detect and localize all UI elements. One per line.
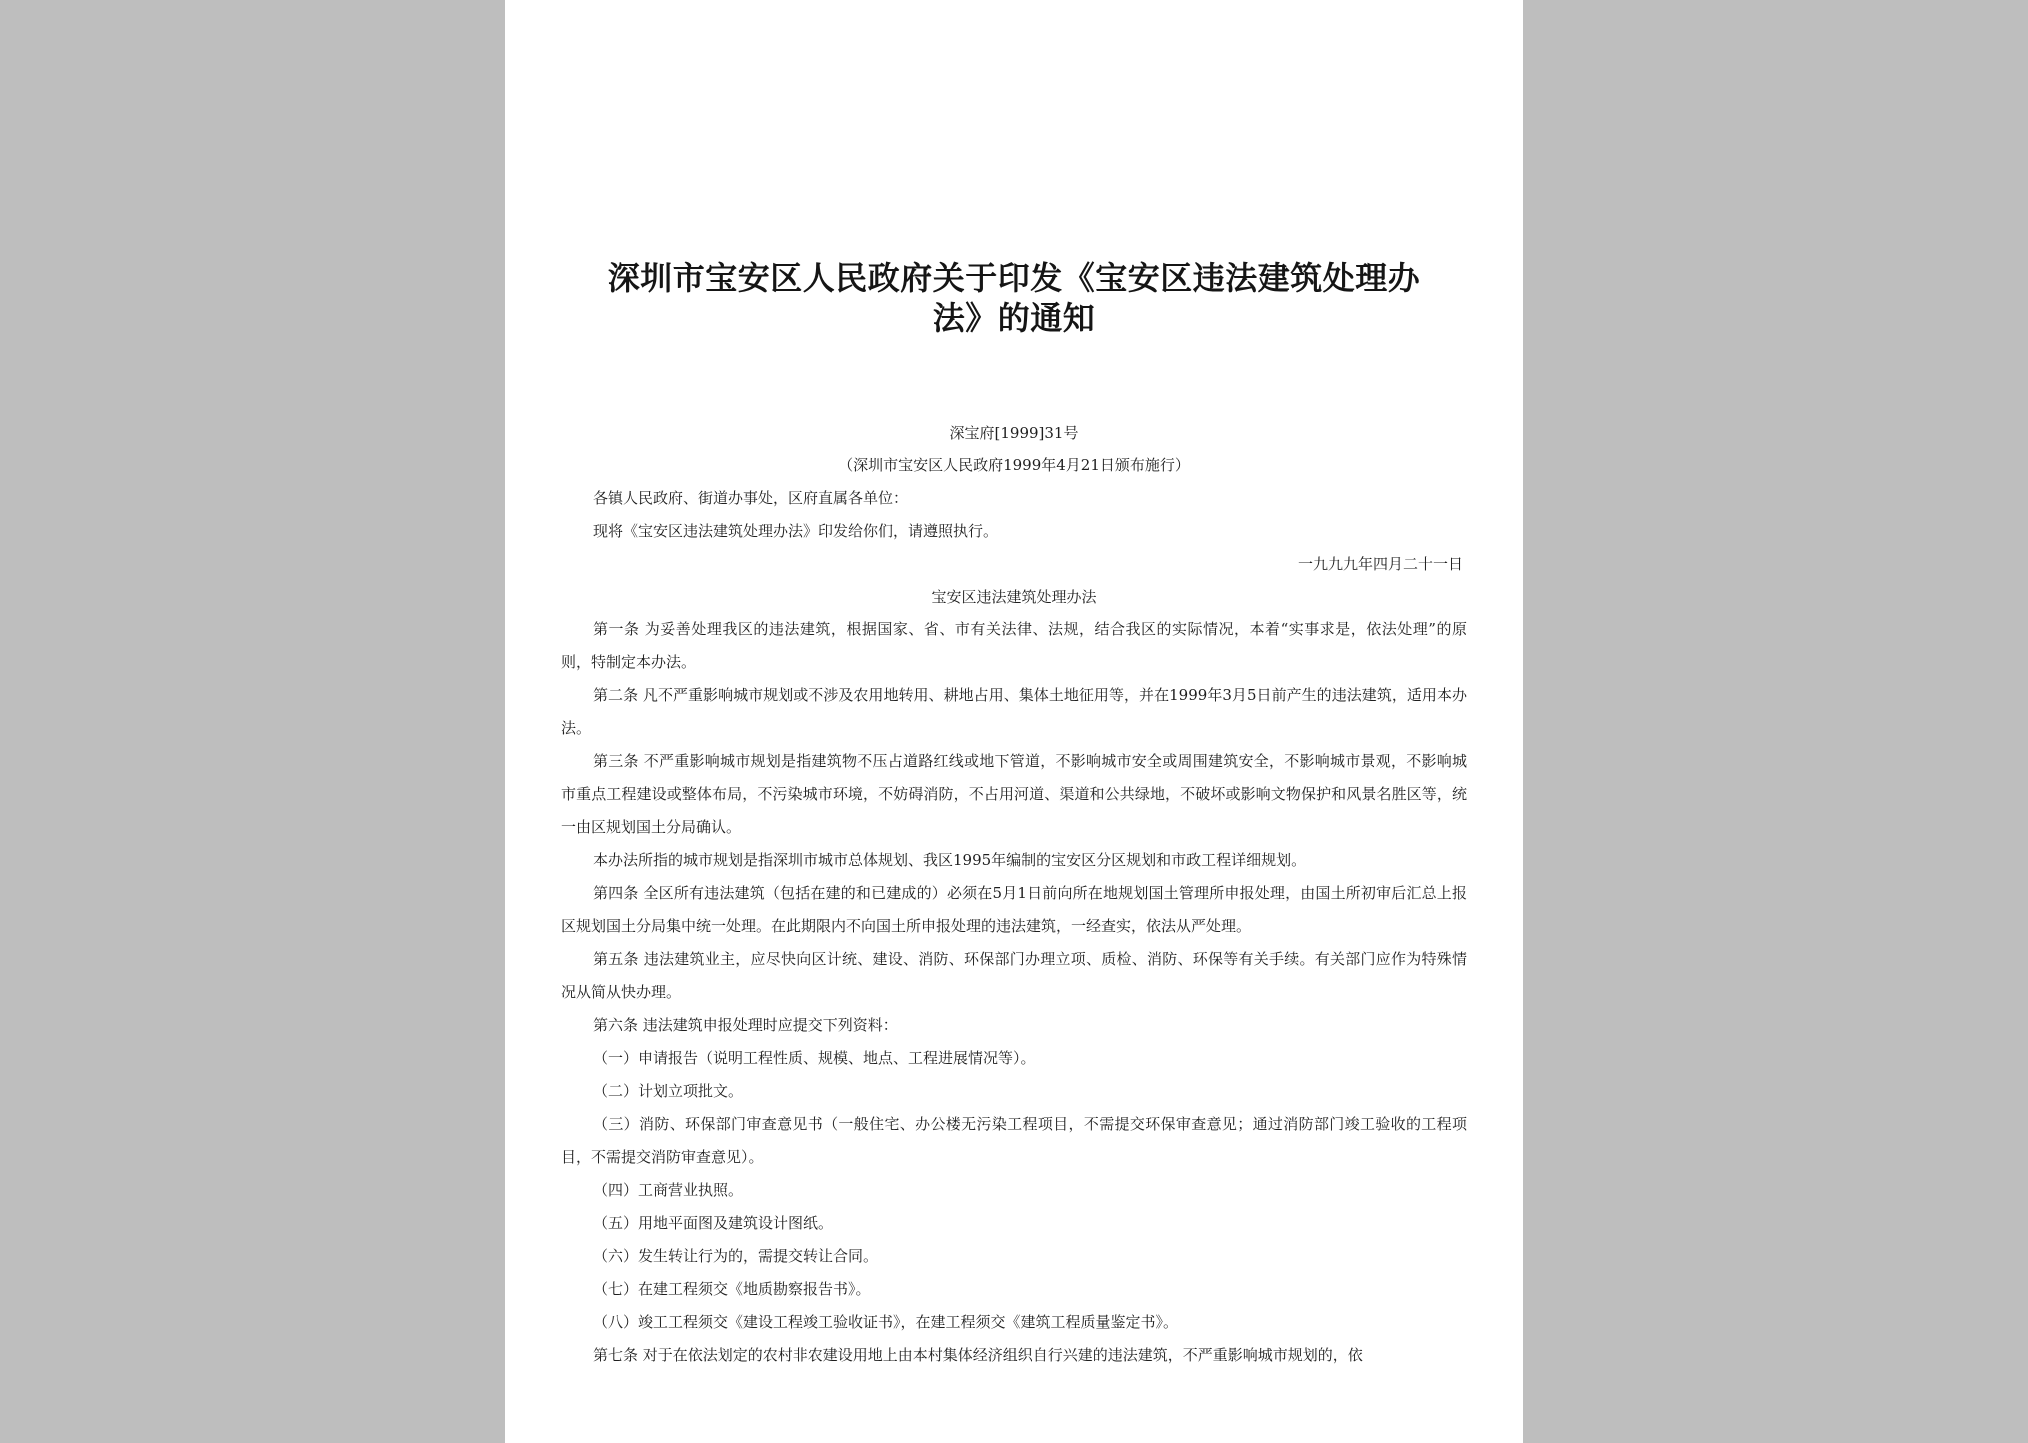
material-item-8: （八）竣工工程须交《建设工程竣工验收证书》，在建工程须交《建筑工程质量鉴定书》。 [593, 1313, 1179, 1331]
material-item-6: （六）发生转让行为的，需提交转让合同。 [593, 1247, 879, 1265]
issue-date: 一九九九年四月二十一日 [1297, 555, 1463, 573]
material-item-5: （五）用地平面图及建筑设计图纸。 [593, 1214, 834, 1232]
regulation-subtitle: 宝安区违法建筑处理办法 [931, 588, 1097, 606]
article-1: 第一条 为妥善处理我区的违法建筑，根据国家、省、市有关法律、法规，结合我区的实际情况，本着“实事求是，依法处理”的原则，特制定本办法。 [561, 620, 1467, 671]
article-6: 第六条 违法建筑申报处理时应提交下列资料： [593, 1016, 898, 1034]
article-7-start: 第七条 对于在依法划定的农村非农建设用地上由本村集体经济组织自行兴建的违法建筑，不严重影响城市规划的，依 [593, 1346, 1363, 1364]
article-4: 第四条 全区所有违法建筑（包括在建的和已建成的）必须在5月1日前向所在地规划国土管理所申报处理，由国土所初审后汇总上报区规划国土分局集中统一处理。在此期限内不向国土所申报处理的违法建筑，一经查实，依法从严处理。 [561, 884, 1467, 935]
material-item-3: （三）消防、环保部门审查意见书（一般住宅、办公楼无污染工程项目，不需提交环保审查意见；通过消防部门竣工验收的工程项目，不需提交消防审查意见）。 [561, 1115, 1467, 1166]
addressee: 各镇人民政府、街道办事处，区府直属各单位： [593, 489, 909, 507]
material-item-1: （一）申请报告（说明工程性质、规模、地点、工程进展情况等）。 [593, 1049, 1036, 1067]
article-5: 第五条 违法建筑业主，应尽快向区计统、建设、消防、环保部门办理立项、质检、消防、环保等有关手续。有关部门应作为特殊情况从简从快办理。 [561, 950, 1467, 1001]
article-3: 第三条 不严重影响城市规划是指建筑物不压占道路红线或地下管道，不影响城市安全或周围建筑安全，不影响城市景观，不影响城市重点工程建设或整体布局，不污染城市环境，不妨碍消防，不占用河道、渠道和公共绿地，不破坏或影响文物保护和风景名胜区等，统一由区规划国土分局确认。 [561, 752, 1467, 836]
document-title: 深圳市宝安区人民政府关于印发《宝安区违法建筑处理办法》的通知 [607, 259, 1421, 337]
document-number: 深宝府[1999]31号 [949, 424, 1079, 442]
article-3-note: 本办法所指的城市规划是指深圳市城市总体规划、我区1995年编制的宝安区分区规划和市政工程详细规划。 [593, 851, 1307, 869]
article-2: 第二条 凡不严重影响城市规划或不涉及农用地转用、耕地占用、集体土地征用等，并在1999年3月5日前产生的违法建筑，适用本办法。 [561, 686, 1467, 737]
intro-text: 现将《宝安区违法建筑处理办法》印发给你们，请遵照执行。 [593, 522, 999, 540]
issue-note: （深圳市宝安区人民政府1999年4月21日颁布施行） [838, 456, 1190, 474]
document-page [505, 0, 1523, 1443]
material-item-4: （四）工商营业执照。 [593, 1181, 744, 1199]
material-item-7: （七）在建工程须交《地质勘察报告书》。 [593, 1280, 871, 1298]
material-item-2: （二）计划立项批文。 [593, 1082, 744, 1100]
